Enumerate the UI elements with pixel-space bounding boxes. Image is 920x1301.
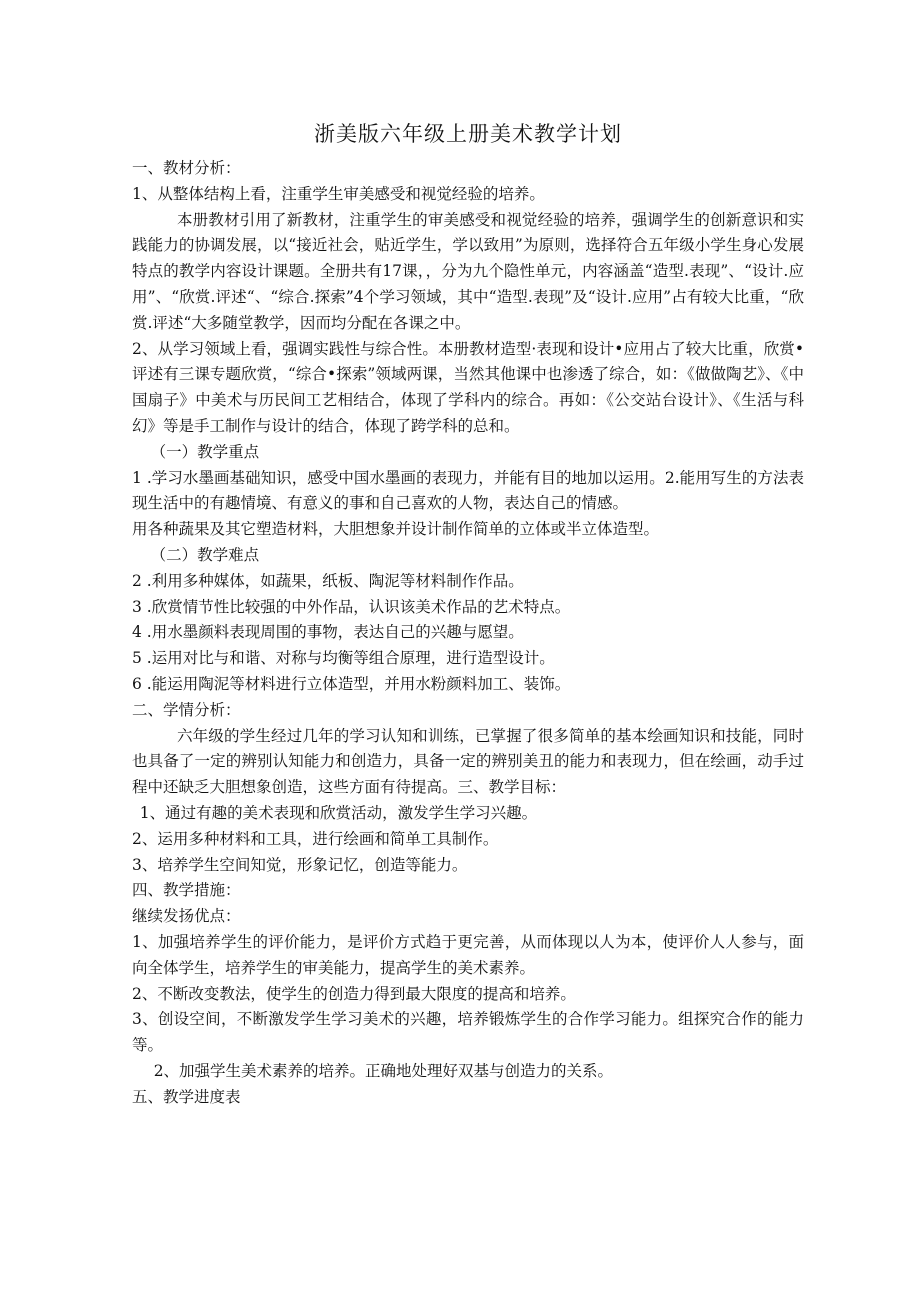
document-title: 浙美版六年级上册美术教学计划 — [314, 122, 622, 146]
point-overall-structure: 1、从整体结构上看，注重学生审美感受和视觉经验的培养。 — [132, 184, 545, 203]
measure-item-3: 3、创设空间，不断激发学生学习美术的兴趣，培养锻炼学生的合作学习能力。组探究合作的能力等。 — [132, 1010, 804, 1055]
difficulty-item-2: 2 .利用多种媒体，如蔬果，纸板、陶泥等材料制作作品。 — [132, 571, 524, 590]
goal-item-3: 3、培养学生空间知觉，形象记忆，创造等能力。 — [132, 855, 468, 874]
difficulty-item-5: 5 .运用对比与和谐、对称与均衡等组合原理，进行造型设计。 — [132, 649, 555, 668]
section-heading-student-analysis: 二、学情分析： — [132, 700, 241, 719]
measure-item-4: 2、加强学生美术素养的培养。正确地处理好双基与创造力的关系。 — [153, 1061, 614, 1080]
section-heading-textbook-analysis: 一、教材分析： — [132, 159, 241, 177]
section-heading-schedule: 五、教学进度表 — [132, 1087, 241, 1106]
difficulty-item-6: 6 .能运用陶泥等材料进行立体造型，并用水粉颜料加工、装饰。 — [132, 674, 571, 693]
paragraph-student-analysis: 六年级的学生经过几年的学习认知和训练，已掌握了很多简单的基本绘画知识和技能，同时也具备了一定的辨别认知能力和创造力，具备一定的辨别美丑的能力和表现力，但在绘画，动手过程中还缺乏大胆想象创造，这些方面有待提高。三、教学目标： — [132, 726, 804, 797]
measure-item-1: 1、加强培养学生的评价能力，是评价方式趋于更完善，从而体现以人为本，使评价人人参与，面向全体学生，培养学生的审美能力，提高学生的美术素养。 — [132, 932, 804, 977]
goal-item-1: 1、通过有趣的美术表现和欣赏活动，激发学生学习兴趣。 — [139, 803, 538, 822]
subheading-teaching-difficulty: （二）教学难点 — [150, 545, 260, 564]
subheading-teaching-focus: （一）教学重点 — [150, 442, 260, 461]
document-page — [132, 118, 804, 1110]
focus-item-3d-modeling: 用各种蔬果及其它塑造材料，大胆想象并设计制作简单的立体或半立体造型。 — [132, 520, 660, 539]
point-learning-domains: 2、从学习领域上看，强调实践性与综合性。本册教材造型·表现和设计•应用占了较大比重，欣赏•评述有三课专题欣赏，“综合•探索”领域两课，当然其他课中也渗透了综合，如：《做做陶艺》、《中国扇子》中美术与历民间工艺相结合，体现了学科内的综合。再如：《公交站台设计》、《生活与科幻》等是手工制作与设计的结合，体现了跨学科的总和。 — [132, 339, 804, 435]
goal-item-2: 2、运用多种材料和工具，进行绘画和简单工具制作。 — [132, 829, 499, 848]
measure-item-2: 2、不断改变教法，使学生的创造力得到最大限度的提高和培养。 — [132, 984, 576, 1003]
paragraph-textbook-intro: 本册教材引用了新教材，注重学生的审美感受和视觉经验的培养，强调学生的创新意识和实践能力的协调发展，以“接近社会，贴近学生，学以致用”为原则，选择符合五年级小学生身心发展特点的教学内容设计课题。全册共有17课，，分为九个隐性单元，内容涵盖“造型.表现”、“设计.应用”、“欣赏.评述“、“综合.探索”4个学习领域，其中“造型.表现”及“设计.应用”占有较大比重，“欣赏.评述“大多随堂教学，因而均分配在各课之中。 — [132, 210, 804, 332]
focus-item-ink-painting: 1 .学习水墨画基础知识，感受中国水墨画的表现力，并能有目的地加以运用。2.能用写生的方法表现生活中的有趣情境、有意义的事和自己喜欢的人物，表达自己的情感。 — [132, 468, 804, 513]
section-heading-teaching-measures: 四、教学措施： — [132, 881, 241, 900]
difficulty-item-4: 4 .用水墨颜料表现周围的事物，表达自己的兴趣与愿望。 — [132, 623, 524, 642]
measures-subheading: 继续发扬优点： — [132, 907, 241, 926]
difficulty-item-3: 3 .欣赏情节性比较强的中外作品，认识该美术作品的艺术特点。 — [132, 597, 571, 616]
